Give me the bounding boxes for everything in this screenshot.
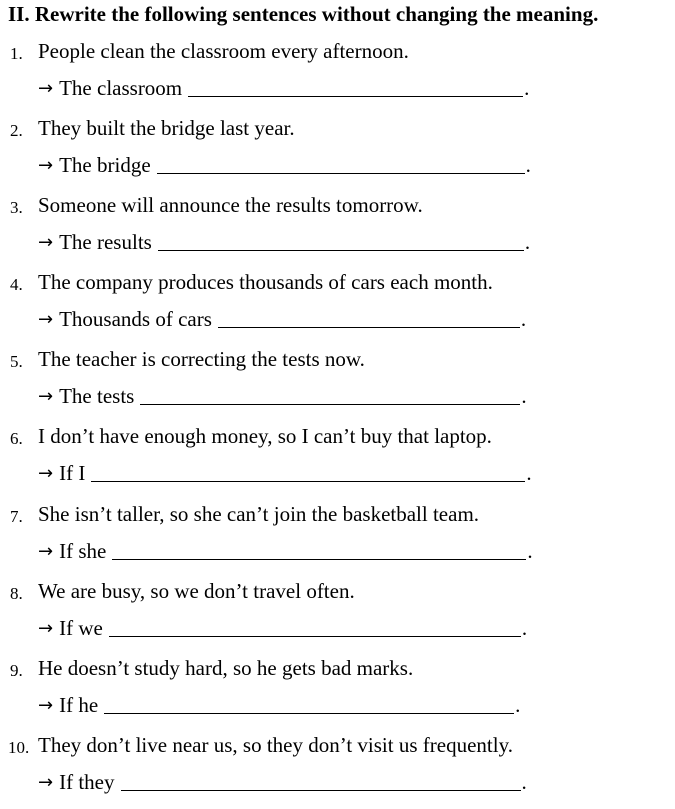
- question-line: [0, 269, 675, 299]
- right-arrow-icon: →: [38, 618, 54, 639]
- question-number: 10.: [8, 738, 30, 757]
- question-number: 1.: [10, 44, 23, 63]
- exercise-item-2: [0, 115, 675, 192]
- exercise-item-4: [0, 269, 675, 346]
- right-arrow-icon: →: [38, 78, 54, 99]
- answer-prompt: If she: [59, 539, 107, 563]
- right-arrow-icon: →: [38, 309, 54, 330]
- answer-line: [38, 153, 531, 183]
- right-arrow-icon: →: [38, 772, 54, 793]
- exercise-item-1: [0, 38, 675, 115]
- question-line: [0, 192, 675, 222]
- answer-line: [38, 230, 530, 260]
- answer-line: [38, 770, 527, 800]
- answer-prompt: The results: [59, 230, 152, 254]
- answer-line: [38, 307, 526, 337]
- question-number: 9.: [10, 661, 23, 680]
- exercise-item-3: [0, 192, 675, 269]
- answer-prompt: The classroom: [59, 76, 183, 100]
- sentence-end-period: .: [527, 539, 533, 563]
- answer-prompt: The tests: [59, 384, 135, 408]
- right-arrow-icon: →: [38, 695, 54, 716]
- answer-line: [38, 384, 527, 414]
- answer-prompt: If they: [59, 770, 115, 794]
- answer-blank[interactable]: [104, 693, 514, 714]
- question-line: [0, 501, 675, 531]
- answer-blank[interactable]: [109, 616, 521, 637]
- question-sentence: He doesn’t study hard, so he gets bad marks.: [38, 656, 414, 680]
- question-number: 8.: [10, 584, 23, 603]
- question-line: [0, 732, 675, 762]
- question-number: 7.: [10, 507, 23, 526]
- question-number: 4.: [10, 275, 23, 294]
- sentence-end-period: .: [526, 461, 532, 485]
- question-line: [0, 578, 675, 608]
- answer-line: [38, 461, 532, 491]
- answer-blank[interactable]: [158, 230, 524, 251]
- question-sentence: They don’t live near us, so they don’t visit us frequently.: [38, 733, 513, 757]
- question-sentence: We are busy, so we don’t travel often.: [38, 579, 355, 603]
- sentence-end-period: .: [521, 384, 527, 408]
- question-line: [0, 346, 675, 376]
- question-line: [0, 423, 675, 453]
- question-line: [0, 655, 675, 685]
- answer-line: [38, 616, 527, 646]
- answer-prompt: If he: [59, 693, 99, 717]
- question-line: [0, 115, 675, 145]
- question-sentence: People clean the classroom every afternoon.: [38, 39, 409, 63]
- answer-prompt: The bridge: [59, 153, 151, 177]
- answer-blank[interactable]: [218, 307, 520, 328]
- answer-line: [38, 693, 520, 723]
- question-sentence: She isn’t taller, so she can’t join the basketball team.: [38, 502, 480, 526]
- right-arrow-icon: →: [38, 463, 54, 484]
- answer-line: [38, 76, 529, 106]
- sentence-end-period: .: [524, 230, 531, 254]
- sentence-end-period: .: [520, 307, 527, 331]
- exercise-title: II. Rewrite the following sentences without changing the meaning.: [8, 2, 599, 26]
- right-arrow-icon: →: [38, 386, 54, 407]
- answer-line: [38, 539, 533, 569]
- exercise-item-7: [0, 501, 675, 578]
- exercise-item-10: [0, 732, 675, 809]
- answer-blank[interactable]: [140, 384, 520, 405]
- answer-prompt: If we: [59, 616, 103, 640]
- question-number: 2.: [10, 121, 23, 140]
- question-number: 3.: [10, 198, 23, 217]
- sentence-end-period: .: [521, 770, 527, 794]
- question-number: 5.: [10, 352, 23, 371]
- sentence-end-period: .: [521, 616, 528, 640]
- right-arrow-icon: →: [38, 232, 54, 253]
- right-arrow-icon: →: [38, 155, 54, 176]
- answer-prompt: Thousands of cars: [59, 307, 212, 331]
- question-sentence: The company produces thousands of cars each month.: [38, 270, 493, 294]
- question-line: [0, 38, 675, 68]
- exercise-item-8: [0, 578, 675, 655]
- answer-blank[interactable]: [112, 539, 526, 560]
- question-number: 6.: [10, 429, 23, 448]
- sentence-end-period: .: [524, 76, 530, 100]
- question-sentence: The teacher is correcting the tests now.: [38, 347, 365, 371]
- answer-blank[interactable]: [188, 76, 523, 97]
- answer-blank[interactable]: [121, 770, 521, 791]
- exercise-item-5: [0, 346, 675, 423]
- exercise-item-9: [0, 655, 675, 732]
- answer-blank[interactable]: [91, 461, 525, 482]
- question-sentence: I don’t have enough money, so I can’t buy that laptop.: [38, 424, 492, 448]
- exercise-item-6: [0, 423, 675, 500]
- sentence-end-period: .: [515, 693, 521, 717]
- question-sentence: Someone will announce the results tomorrow.: [38, 193, 423, 217]
- answer-prompt: If I: [59, 461, 86, 485]
- sentence-end-period: .: [525, 153, 531, 177]
- question-sentence: They built the bridge last year.: [38, 116, 295, 140]
- answer-blank[interactable]: [157, 153, 525, 174]
- right-arrow-icon: →: [38, 541, 54, 562]
